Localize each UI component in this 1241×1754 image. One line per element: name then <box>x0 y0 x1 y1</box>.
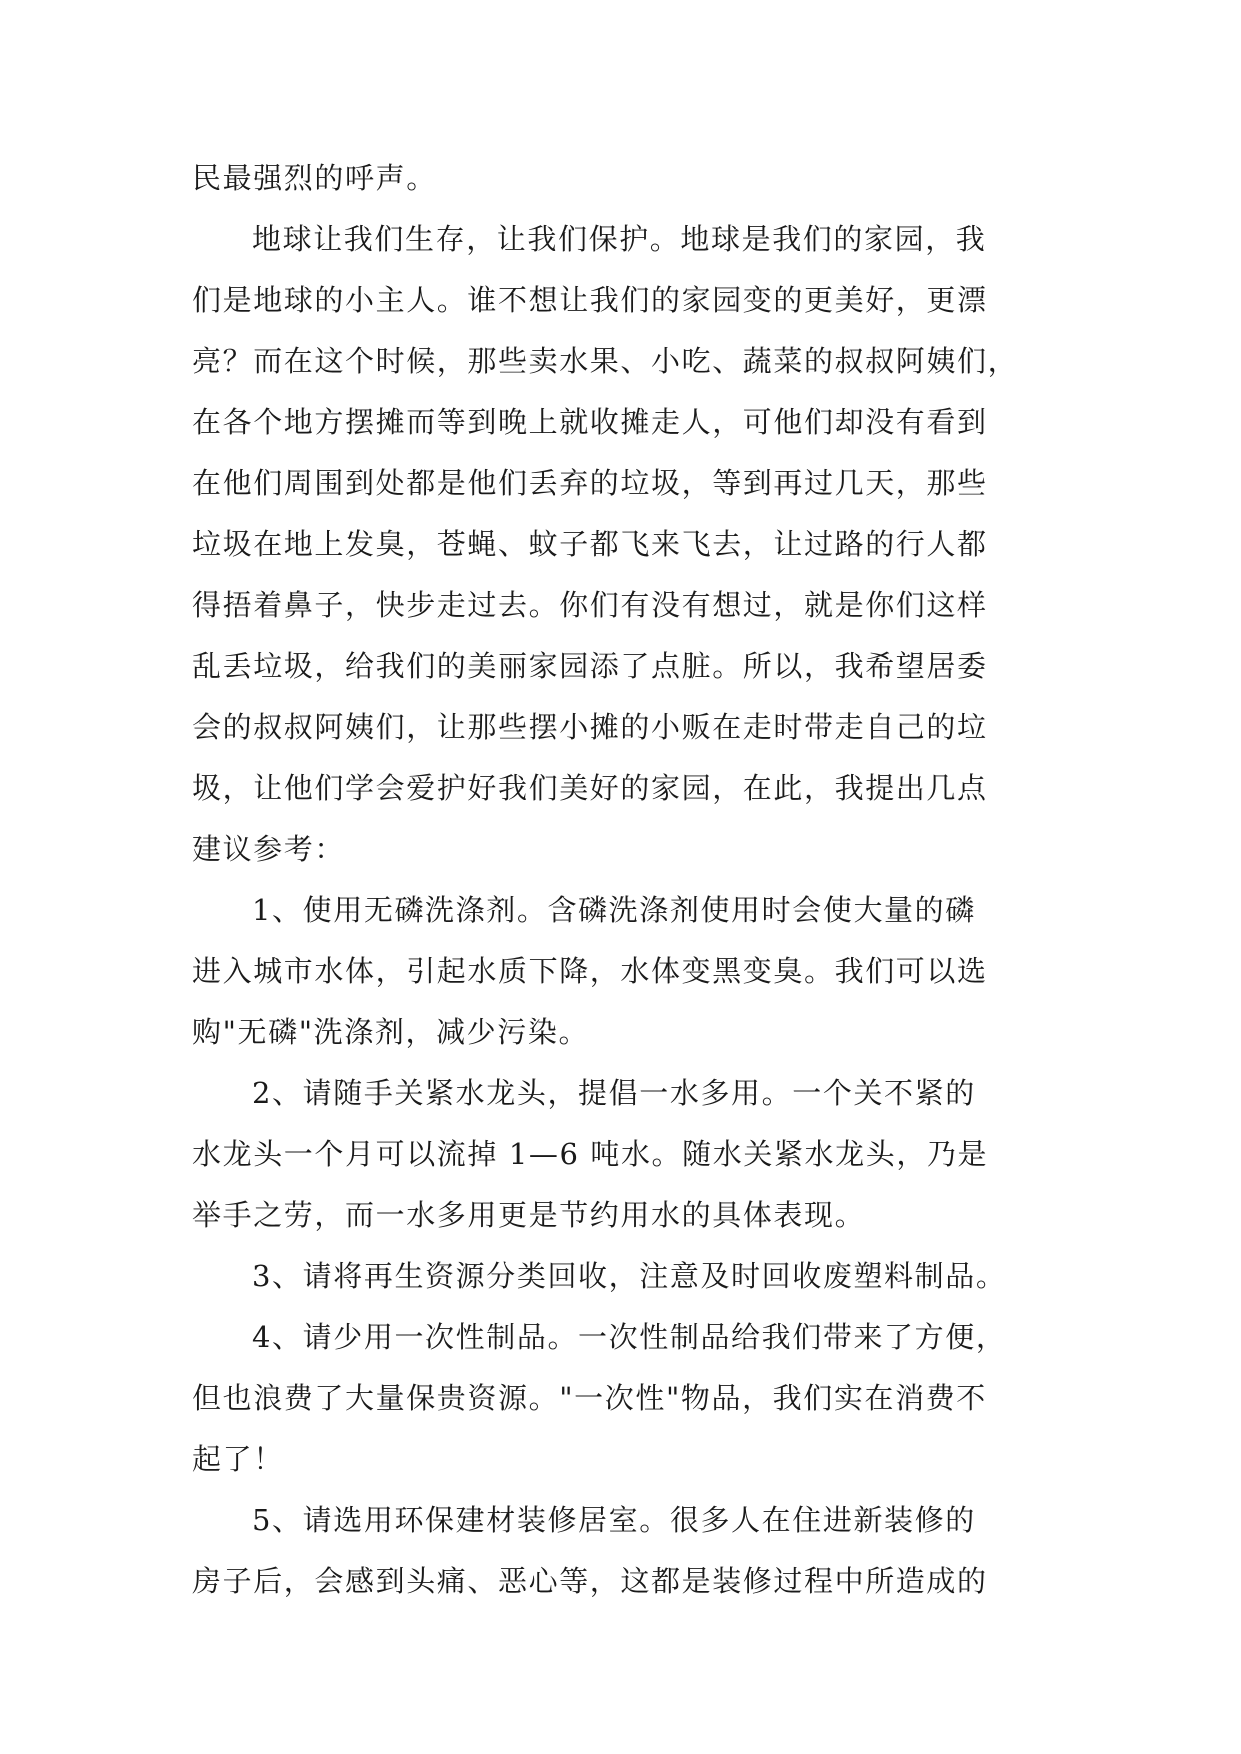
text-line: 起了！ <box>192 1442 284 1476</box>
text-line: 垃圾在地上发臭，苍蝇、蚊子都飞来飞去，让过路的行人都 <box>192 527 988 561</box>
paragraph-earth-home <box>192 209 1052 880</box>
text-line: 会的叔叔阿姨们，让那些摆小摊的小贩在走时带走自己的垃 <box>192 710 988 744</box>
suggestion-item-4 <box>192 1307 1052 1490</box>
suggestion-item-5 <box>192 1490 1052 1612</box>
text-line: 在他们周围到处都是他们丢弃的垃圾，等到再过几天，那些 <box>192 466 988 500</box>
text-line: 水龙头一个月可以流掉 1—6 吨水。随水关紧水龙头，乃是 <box>192 1137 989 1171</box>
suggestion-item-1 <box>192 880 1052 1063</box>
text-line: 2、请随手关紧水龙头，提倡一水多用。一个关不紧的 <box>252 1076 976 1110</box>
text-line: 得捂着鼻子，快步走过去。你们有没有想过，就是你们这样 <box>192 588 988 622</box>
text-line: 1、使用无磷洗涤剂。含磷洗涤剂使用时会使大量的磷 <box>252 893 976 927</box>
text-line: 圾，让他们学会爱护好我们美好的家园，在此，我提出几点 <box>192 771 988 805</box>
text-line: 建议参考： <box>192 832 346 866</box>
text-line: 但也浪费了大量保贵资源。"一次性"物品，我们实在消费不 <box>192 1381 987 1415</box>
suggestion-item-3 <box>192 1246 1052 1307</box>
text-line: 进入城市水体，引起水质下降，水体变黑变臭。我们可以选 <box>192 954 988 988</box>
text-line: 3、请将再生资源分类回收，注意及时回收废塑料制品。 <box>252 1259 1007 1293</box>
text-line: 举手之劳，而一水多用更是节约用水的具体表现。 <box>192 1198 866 1232</box>
text-line: 乱丢垃圾，给我们的美丽家园添了点脏。所以，我希望居委 <box>192 649 988 683</box>
suggestion-item-2 <box>192 1063 1052 1246</box>
text-line: 购"无磷"洗涤剂，减少污染。 <box>192 1015 590 1049</box>
document-body <box>192 148 1052 1612</box>
text-line: 地球让我们生存，让我们保护。地球是我们的家园，我 <box>252 222 987 256</box>
text-line: 房子后，会感到头痛、恶心等，这都是装修过程中所造成的 <box>192 1564 988 1598</box>
text-line: 亮？而在这个时候，那些卖水果、小吃、蔬菜的叔叔阿姨们， <box>192 344 1019 378</box>
text-line: 们是地球的小主人。谁不想让我们的家园变的更美好，更漂 <box>192 283 988 317</box>
text-line: 4、请少用一次性制品。一次性制品给我们带来了方便， <box>252 1320 1007 1354</box>
text-line: 5、请选用环保建材装修居室。很多人在住进新装修的 <box>252 1503 976 1537</box>
text-line: 民最强烈的呼声。 <box>192 161 437 195</box>
text-line: 在各个地方摆摊而等到晚上就收摊走人，可他们却没有看到 <box>192 405 988 439</box>
paragraph-continuation <box>192 148 1052 209</box>
